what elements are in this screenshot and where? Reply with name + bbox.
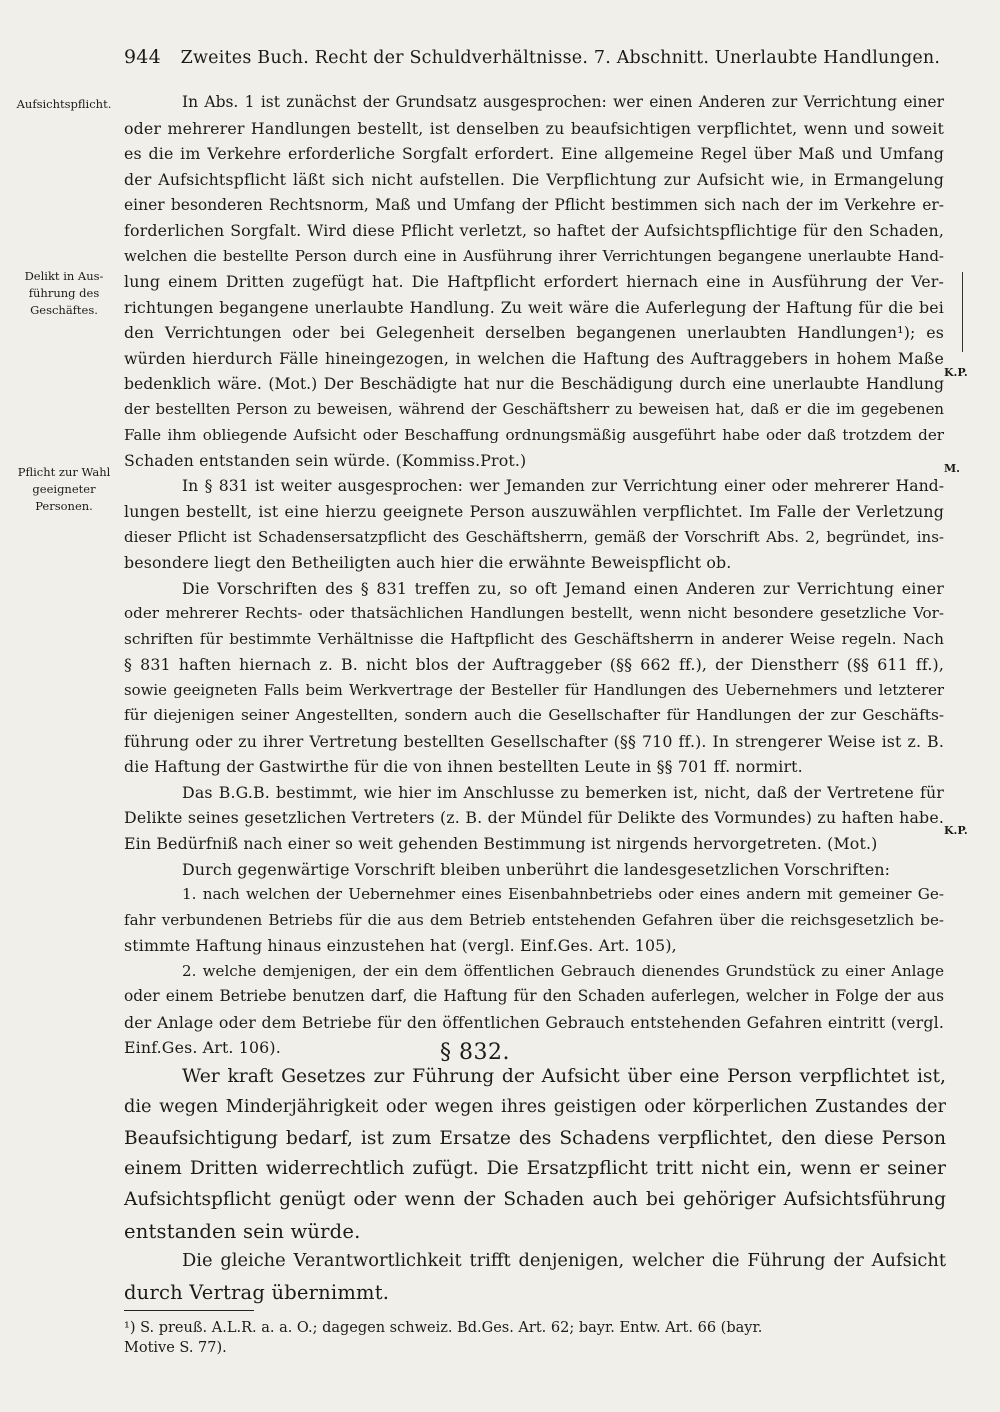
margin-bracket: [952, 272, 963, 352]
body-line: richtungen begangene unerlaubte Handlung. Zu weit wäre die Auferlegung der Haftung für die bei: [124, 298, 944, 317]
margin-note-line: Personen.: [35, 499, 93, 513]
body-line: Falle ihm obliegende Aufsicht oder Beschaffung ordnungsmäßig ausgeführt habe oder daß trotzdem der: [124, 426, 944, 444]
margin-note-line: Pflicht zur Wahl: [17, 465, 111, 479]
section-line: Beaufsichtigung bedarf, ist zum Ersatze des Schadens verpflichtet, den diese Person: [124, 1128, 946, 1149]
margin-note-delikt: [8, 268, 120, 319]
section-line: Wer kraft Gesetzes zur Führung der Aufsicht über eine Person verpflichtet ist,: [182, 1066, 946, 1087]
right-mark-kp: K.P.: [944, 824, 968, 837]
section-line: Die gleiche Verantwortlichkeit trifft denjenigen, welcher die Führung der Aufsicht: [182, 1250, 946, 1271]
margin-note-line: geeigneter: [32, 482, 96, 496]
margin-note-line: Geschäftes.: [30, 303, 98, 317]
page-number: 944: [124, 46, 161, 68]
section-line: Aufsichtspflicht genügt oder wenn der Schaden auch bei gehöriger Aufsichtsführung: [124, 1189, 946, 1210]
body-line: Einf.Ges. Art. 106).: [124, 1038, 281, 1057]
running-title: Zweites Buch. Recht der Schuldverhältnisse. 7. Abschnitt. Unerlaubte Handlungen.: [180, 48, 941, 68]
body-line: einer besonderen Rechtsnorm, Maß und Umfang der Pflicht bestimmen sich nach der im Verkehre er-: [124, 196, 944, 214]
body-line: Schaden entstanden sein würde. (Kommiss.Prot.): [124, 451, 527, 470]
body-line: oder mehrerer Handlungen bestellt, ist denselben zu beaufsichtigen verpflichtet, wenn und soweit: [124, 119, 944, 138]
section-line: einem Dritten widerrechtlich zufügt. Die Ersatzpflicht tritt nicht ein, wenn er seiner: [124, 1158, 946, 1179]
body-line: lung einem Dritten zugefügt hat. Die Haftpflicht erfordert hiernach eine in Ausführung der Ver-: [124, 272, 944, 291]
body-line: oder einem Betriebe benutzen darf, die Haftung für den Schaden auferlegen, welcher in Folge der aus: [124, 987, 944, 1005]
body-line: für diejenigen seiner Angestellten, sondern auch die Gesellschafter für Handlungen der zur Geschäfts-: [124, 706, 944, 724]
body-line: fahr verbundenen Betriebs für die aus dem Betrieb entstehenden Gefahren über die reichsgesetzlich be-: [124, 911, 944, 929]
section-line: entstanden sein würde.: [124, 1220, 361, 1243]
body-line: Die Vorschriften des § 831 treffen zu, so oft Jemand einen Anderen zur Verrichtung einer: [182, 579, 944, 598]
body-line: forderlichen Sorgfalt. Wird diese Pflicht verletzt, so haftet der Aufsichtspflichtige für den Schaden,: [124, 221, 944, 240]
body-line: § 831 haften hiernach z. B. nicht blos der Auftraggeber (§§ 662 ff.), der Dienstherr (§§ 611 ff.),: [124, 655, 944, 674]
body-line: der Aufsichtspflicht läßt sich nicht aufstellen. Die Verpflichtung zur Aufsicht wie, in Ermangelung: [124, 170, 944, 189]
margin-note-aufsichtspflicht: [8, 96, 120, 113]
body-line: 2. welche demjenigen, der ein dem öffentlichen Gebrauch dienendes Grundstück zu einer Anlage: [182, 962, 944, 980]
body-line: dieser Pflicht ist Schadensersatzpflicht des Geschäftsherrn, gemäß der Vorschrift Abs. 2, begründet, ins-: [124, 528, 944, 546]
body-line: In Abs. 1 ist zunächst der Grundsatz ausgesprochen: wer einen Anderen zur Verrichtung einer: [182, 93, 944, 111]
margin-note-pflicht-wahl: [8, 464, 120, 515]
running-header: [124, 46, 941, 68]
body-line: welchen die bestellte Person durch eine in Ausführung ihrer Verrichtungen begangene unerlaubte Hand-: [124, 247, 944, 265]
margin-note-line: Delikt in Aus-: [24, 269, 104, 283]
body-line: Durch gegenwärtige Vorschrift bleiben unberührt die landesgesetzlichen Vorschriften:: [182, 860, 891, 879]
section-line: die wegen Minderjährigkeit oder wegen ihres geistigen oder körperlichen Zustandes der: [124, 1097, 946, 1117]
body-line: In § 831 ist weiter ausgesprochen: wer Jemanden zur Verrichtung einer oder mehrerer Hand-: [182, 476, 944, 495]
body-line: würden hierdurch Fälle hineingezogen, in welchen die Haftung des Auftraggebers in hohem Maße: [124, 349, 944, 368]
right-mark-kp: K.P.: [944, 366, 968, 379]
body-line: es die im Verkehre erforderliche Sorgfalt erfordert. Eine allgemeine Regel über Maß und Umfang: [124, 144, 944, 163]
section-line: durch Vertrag übernimmt.: [124, 1281, 390, 1304]
body-line: den Verrichtungen oder bei Gelegenheit derselben begangenen unerlaubten Handlungen¹); es: [124, 323, 944, 342]
body-line: Ein Bedürfniß nach einer so weit gehenden Bestimmung ist nirgends hervorgetreten. (Mot.): [124, 834, 878, 853]
body-line: sowie geeigneten Falls beim Werkvertrage der Besteller für Handlungen des Uebernehmers und letzterer: [124, 681, 944, 699]
margin-note-line: Aufsichtspflicht.: [16, 97, 112, 111]
body-line: 1. nach welchen der Uebernehmer eines Eisenbahnbetriebs oder eines andern mit gemeiner Ge-: [182, 885, 944, 903]
footnote-rule: [124, 1310, 254, 1311]
body-line: schriften für bestimmte Verhältnisse die Haftpflicht des Geschäftsherrn in anderer Weise regeln. Nach: [124, 630, 944, 648]
right-mark-m: M.: [944, 462, 961, 475]
body-line: bedenklich wäre. (Mot.) Der Beschädigte hat nur die Beschädigung durch eine unerlaubte Handlung: [124, 374, 944, 393]
body-line: lungen bestellt, ist eine hierzu geeignete Person auszuwählen verpflichtet. Im Falle der Verletzung: [124, 502, 944, 521]
margin-note-line: führung des: [28, 286, 100, 300]
body-line: führung oder zu ihrer Vertretung bestellten Gesellschafter (§§ 710 ff.). In strengerer Weise ist z. B.: [124, 732, 944, 751]
body-line: der bestellten Person zu beweisen, während der Geschäftsherr zu beweisen hat, daß er die im gegebenen: [124, 400, 944, 418]
body-line: stimmte Haftung hinaus einzustehen hat (vergl. Einf.Ges. Art. 105),: [124, 936, 677, 955]
body-line: Delikte seines gesetzlichen Vertreters (z. B. der Mündel für Delikte des Vormundes) zu haften habe.: [124, 808, 944, 827]
footnote-line: ¹) S. preuß. A.L.R. a. a. O.; dagegen schweiz. Bd.Ges. Art. 62; bayr. Entw. Art. 66 (bayr.: [124, 1320, 763, 1336]
body-line: die Haftung der Gastwirthe für die von ihnen bestellten Leute in §§ 701 ff. normirt.: [124, 757, 803, 776]
section-title: § 832.: [440, 1040, 510, 1065]
body-line: der Anlage oder dem Betriebe für den öffentlichen Gebrauch entstehenden Gefahren eintritt (vergl.: [124, 1013, 944, 1032]
body-line: besondere liegt den Betheiligten auch hier die erwähnte Beweispflicht ob.: [124, 553, 732, 572]
footnote-line: Motive S. 77).: [124, 1340, 227, 1356]
body-line: Das B.G.B. bestimmt, wie hier im Anschlusse zu bemerken ist, nicht, daß der Vertretene für: [182, 783, 944, 802]
body-line: oder mehrerer Rechts- oder thatsächlichen Handlungen bestellt, wenn nicht besondere gesetzliche Vor-: [124, 604, 944, 622]
